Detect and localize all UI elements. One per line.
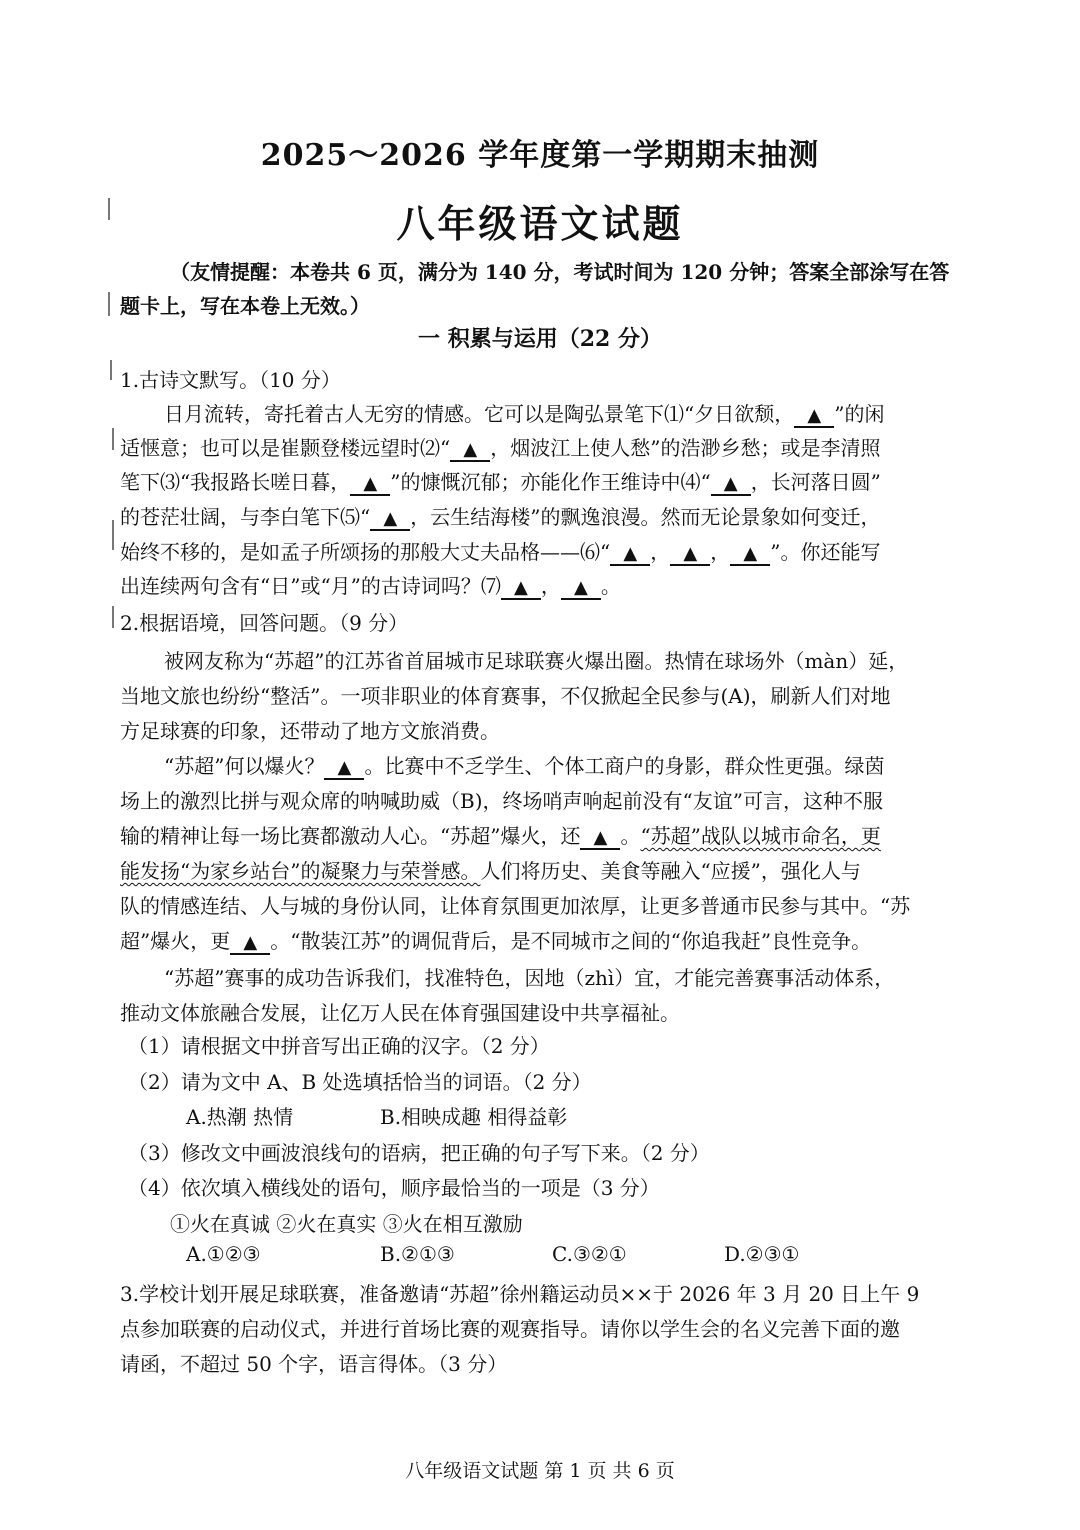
scan-mark (110, 360, 112, 380)
triangle-icon: ▲ (593, 827, 608, 848)
triangle-icon: ▲ (573, 577, 588, 598)
q1-line-5: 始终不移的，是如孟子所颂扬的那般大丈夫品格——⑹“ ▲ ， ▲ ， ▲ ”。你还能写 (120, 540, 881, 564)
q2-heading: 2.根据语境，回答问题。（9 分） (120, 611, 409, 635)
exam-term-title: 2025～2026 学年度第一学期期末抽测 (260, 138, 820, 173)
q1-line-6: 出连续两句含有“日”或“月”的古诗词吗？⑺ ▲ ， ▲ 。 (120, 574, 621, 598)
page-footer: 八年级语文试题 第 1 页 共 6 页 (405, 1460, 675, 1482)
answer-blank (370, 505, 410, 531)
q2-sub-question-4: （4）依次填入横线处的语句，顺序最恰当的一项是（3 分） (128, 1176, 660, 1200)
triangle-icon: ▲ (623, 543, 638, 564)
notice-line-1: （友情提醒：本卷共 6 页，满分为 140 分，考试时间为 120 分钟；答案全部涂写在答 (170, 260, 950, 284)
triangle-icon: ▲ (383, 508, 398, 529)
q1-heading: 1.古诗文默写。（10 分） (120, 368, 341, 392)
scan-mark (112, 520, 114, 550)
triangle-icon: ▲ (463, 439, 478, 460)
scan-mark (108, 292, 110, 316)
q2-para-3-line-1: “苏超”赛事的成功告诉我们，找准特色，因地（zhì）宜，才能完善赛事活动体系， (164, 966, 895, 990)
q2-para-2-line-5: 队的情感连结、人与城的身份认同，让体育氛围更加浓厚，让更多普通市民参与其中。“苏 (120, 894, 911, 918)
wavy-underlined-sentence: “苏超”战队以城市命名，更 (640, 824, 881, 848)
q2-para-2-line-6: 超”爆火，更 ▲ 。“散装江苏”的调侃背后，是不同城市之间的“你追我赶”良性竞争。 (120, 929, 872, 953)
answer-blank (450, 436, 490, 462)
triangle-icon: ▲ (513, 577, 528, 598)
scan-mark (112, 606, 114, 628)
answer-blank (230, 929, 270, 955)
notice-line-2: 题卡上，写在本卷上无效。） (120, 294, 370, 318)
q2-sub-question-3: （3）修改文中画波浪线句的语病，把正确的句子写下来。（2 分） (128, 1141, 710, 1165)
choice-d: D.②③① (724, 1242, 800, 1266)
triangle-icon: ▲ (807, 405, 822, 426)
q1-line-4: 的苍茫壮阔，与李白笔下⑸“ ▲ ，云生结海楼”的飘逸浪漫。然而无论景象如何变迁， (120, 505, 881, 529)
answer-blank (730, 540, 770, 566)
q2-sub-question-2: （2）请为文中 A、B 处选填括恰当的词语。（2 分） (128, 1070, 592, 1094)
q2-sub2-option-b: B.相映成趣 相得益彰 (380, 1105, 568, 1129)
triangle-icon: ▲ (243, 932, 258, 953)
answer-blank (501, 574, 541, 600)
choice-c: C.③②① (552, 1242, 627, 1266)
triangle-icon: ▲ (743, 543, 758, 564)
q2-para-2-line-3: 输的精神让每一场比赛都激动人心。“苏超”爆火，还 ▲ 。“苏超”战队以城市命名，更 (120, 824, 881, 848)
q2-para-3-line-2: 推动文体旅融合发展，让亿万人民在体育强国建设中共享福祉。 (120, 1001, 680, 1025)
answer-blank (794, 402, 834, 428)
q3-line-1: 3.学校计划开展足球联赛，准备邀请“苏超”徐州籍运动员××于 2026 年 3 月 20 日上午 9 (120, 1282, 920, 1306)
wavy-underlined-sentence: 能发扬“为家乡站台”的凝聚力与荣誉感。 (120, 859, 481, 883)
answer-blank (324, 754, 364, 780)
q2-para-1-line-2: 当地文旅也纷纷“整活”。一项非职业的体育赛事，不仅掀起全民参与(A)，刷新人们对地 (120, 684, 891, 708)
q2-para-1-line-3: 方足球赛的印象，还带动了地方文旅消费。 (120, 719, 500, 743)
triangle-icon: ▲ (337, 757, 352, 778)
triangle-icon: ▲ (363, 473, 378, 494)
q2-sub-question-1: （1）请根据文中拼音写出正确的汉字。（2 分） (128, 1034, 550, 1058)
exam-subject-title: 八年级语文试题 (396, 201, 684, 246)
choice-a: A.①②③ (186, 1242, 261, 1266)
answer-blank (610, 540, 650, 566)
answer-blank (350, 470, 390, 496)
q2-para-2-line-1: “苏超”何以爆火？ ▲ 。比赛中不乏学生、个体工商户的身影，群众性更强。绿茵 (164, 754, 885, 778)
answer-blank (711, 470, 751, 496)
answer-blank (561, 574, 601, 600)
q2-para-1-line-1: 被网友称为“苏超”的江苏省首届城市足球联赛火爆出圈。热情在球场外（màn）延， (164, 649, 909, 673)
triangle-icon: ▲ (683, 543, 698, 564)
answer-blank (580, 824, 620, 850)
q2-sub4-items: ①火在真诚 ②火在真实 ③火在相互激励 (170, 1212, 523, 1236)
choice-b: B.②①③ (380, 1242, 455, 1266)
section-title: 一 积累与运用（22 分） (418, 326, 662, 352)
q3-line-2: 点参加联赛的启动仪式，并进行首场比赛的观赛指导。请你以学生会的名义完善下面的邀 (120, 1317, 900, 1341)
q1-line-2: 适惬意；也可以是崔颢登楼远望时⑵“ ▲ ，烟波江上使人愁”的浩渺乡愁；或是李清照 (120, 436, 881, 460)
answer-blank (670, 540, 710, 566)
scan-mark (112, 428, 114, 450)
q1-line-3: 笔下⑶“我报路长嗟日暮， ▲ ”的慷慨沉郁；亦能化作王维诗中⑷“ ▲ ，长河落日圆” (120, 470, 881, 494)
q2-para-2-line-2: 场上的激烈比拼与观众席的呐喊助威（B)，终场哨声响起前没有“友谊”可言，这种不服 (120, 789, 883, 813)
q1-line-1: 日月流转，寄托着古人无穷的情感。它可以是陶弘景笔下⑴“夕日欲颓， ▲ ”的闲 (164, 402, 885, 426)
q3-line-3: 请函，不超过 50 个字，语言得体。（3 分） (120, 1352, 508, 1376)
triangle-icon: ▲ (723, 473, 738, 494)
q2-para-2-line-4: 能发扬“为家乡站台”的凝聚力与荣誉感。人们将历史、美食等融入“应援”，强化人与 (120, 859, 861, 883)
q2-sub2-option-a: A.热潮 热情 (186, 1105, 294, 1129)
